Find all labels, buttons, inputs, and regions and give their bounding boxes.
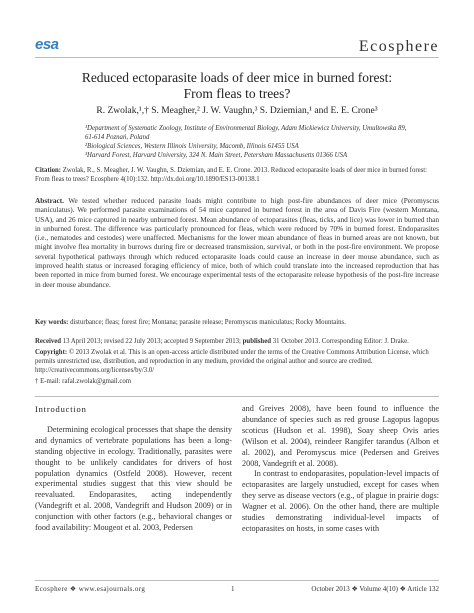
page-number: 1 (231, 585, 235, 593)
body-column-right (242, 404, 439, 535)
affiliation-3: ³Harvard Forest, Harvard University, 324 N. Main Street, Petersham Massachusetts 01366 USA (85, 152, 348, 159)
article-title (35, 70, 439, 102)
journal-name: Ecosphere (358, 38, 439, 55)
copyright-label: Copyright: (35, 349, 68, 356)
keywords-text: disturbance; fleas; forest fire; Montana; parasite release; Peromyscus maniculatus; Rocky Mountains. (70, 319, 346, 326)
affiliations (85, 124, 414, 160)
keywords-label: Key words: (35, 319, 69, 326)
keywords-block (35, 318, 439, 327)
abstract-label: Abstract. (35, 196, 64, 205)
esa-logo: esa (35, 36, 59, 53)
introduction-heading: Introduction (35, 404, 87, 414)
received-label: Received (35, 338, 62, 345)
title-line-2: From fleas to trees? (183, 86, 291, 101)
copyright-line (35, 348, 439, 375)
affiliation-2: ²Biological Sciences, Western Illinois University, Macomb, Illinois 61455 USA (85, 143, 299, 150)
citation-text: Zwolak, R., S. Meagher, J. W. Vaughn, S. Dziemian, and E. E. Crone. 2013. Reduced ectoparasite loads of deer mice in burned forest: From fleas to trees? Ecosphere 4(10):132. http://dx.doi.org/10.1890/ES13-00138.1 (35, 167, 428, 183)
footer-issue: October 2013 ❖ Volume 4(10) ❖ Article 132 (311, 585, 439, 593)
publication-info (35, 337, 439, 388)
right-paragraph-2: In contrast to endoparasites, population-level impacts of ectoparasites are largely unstudied, except for cases when they serve as disease vectors (e.g., of plague in prairie dogs: Wagner et al. 2006). On the other hand, there are multiple studies demonstrating individual-level impacts of ectoparasites on hosts, in some cases with (242, 469, 439, 533)
body-column-left (35, 404, 232, 534)
citation-label: Citation: (35, 167, 62, 174)
citation-block (35, 166, 439, 184)
email-line: † E-mail: rafal.zwolak@gmail.com (35, 378, 132, 385)
header-divider (35, 57, 439, 58)
abstract-divider (35, 396, 439, 397)
title-line-1: Reduced ectoparasite loads of deer mice in burned forest: (81, 70, 393, 85)
published-label: published (242, 338, 271, 345)
affiliation-1: ¹Department of Systematic Zoology, Institute of Environmental Biology, Adam Mickiewicz University, Umultowska 89, 61-614 Poznań, Poland (85, 125, 407, 141)
intro-paragraph-1: Determining ecological processes that shape the density and dynamics of vertebrate populations has been a long-standing objective in ecology. Traditionally, parasites were thought to be unlikely candidates for drivers of host population dynamics (Ostfeld 2008). However, recent experimental studies suggest that this view should be reevaluated. Endoparasites, acting independently (Vandegrift et al. 2008, Vandegrift and Hudson 2009) or in conjunction with other factors (e.g., behavioral changes or food availability: Mougeot et al. 2003, Pedersen (35, 424, 232, 533)
abstract-block (35, 196, 439, 289)
right-paragraph-1: and Greives 2008), have been found to influence the abundance of species such as red grouse Lagopus lagopus scoticus (Hudson et al. 1998), Soay sheep Ovis aries (Wilson et al. 2004), reindeer Rangifer tarandus (Albon et al. 2002), and Peromyscus mice (Pedersen and Greives 2008, Vandegrift et al. 2008). (242, 404, 439, 468)
published-text: 31 October 2013. Corresponding Editor: J. Drake. (272, 338, 409, 345)
received-text: 13 April 2013; revised 22 July 2013; accepted 9 September 2013; (62, 338, 241, 345)
author-list: R. Zwolak,¹,† S. Meagher,² J. W. Vaughn,³ S. Dziemian,¹ and E. E. Crone³ (96, 106, 378, 116)
footer-journal: Ecosphere ❖ www.esajournals.org (35, 585, 146, 593)
footer-divider (35, 580, 439, 581)
copyright-text: © 2013 Zwolak et al. This is an open-access article distributed under the terms of the Creative Commons Attribution License, which permits unrestricted use, distribution, and reproduction in any medium, provided the original author and source are credited. http://creativecommons.org/licenses/by/3.0/ (35, 349, 429, 374)
dates-line (35, 337, 439, 346)
abstract-text: We tested whether reduced parasite loads might contribute to high post-fire abundances of deer mice (Peromyscus maniculatus). We performed parasite examinations of 54 mice captured in burned forest in the area of Davis Fire (western Montana, USA), and 26 mice captured in nearby unburned forest. Mean abundance of ectoparasites (fleas, ticks, and lice) was lower in burned than in unburned forest. The difference was particularly pronounced for fleas, which were reduced by 70% in burned forest. Endoparasites (i.e., nematodes and cestodes) were unaffected. Mechanisms for the lower mean abundance of fleas in burned areas are not known, but might involve flea mortality in burrows during fire or decreased transmission, survival, or both in the post-fire environment. We propose several hypothetical pathways through which reduced ectoparasite loads could cause an increase in deer mouse abundance, such as improved health status or increased foraging efficiency of mice, both of which could translate into the increased reproduction that has been reported in mice from burned forest. We encourage experimental tests of the ectoparasite release hypothesis of the post-fire increase in deer mouse abundance. (35, 196, 439, 289)
